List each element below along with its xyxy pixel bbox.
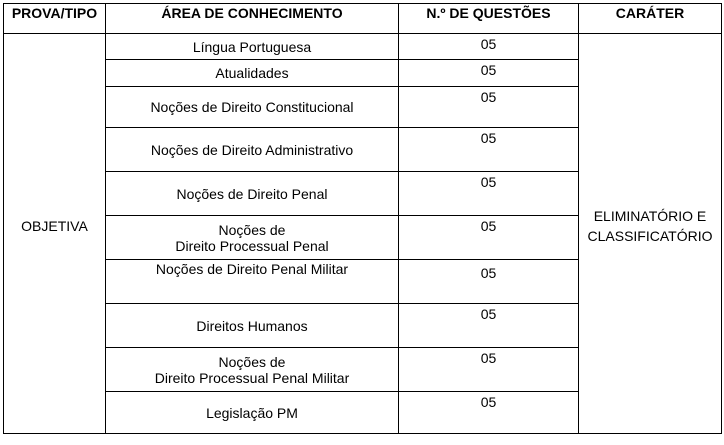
area-cell: Direitos Humanos: [106, 304, 399, 348]
questoes-cell: 05: [399, 348, 579, 392]
questoes-cell: 05: [399, 172, 579, 216]
questoes-cell: 05: [399, 216, 579, 260]
questoes-cell: 05: [399, 392, 579, 434]
questoes-cell: 05: [399, 260, 579, 304]
exam-table: [3, 3, 722, 434]
questoes-cell: 05: [399, 304, 579, 348]
table-row: [4, 34, 722, 60]
questoes-cell: 05: [399, 34, 579, 60]
area-cell: Noções de Direito Processual Penal: [106, 216, 399, 260]
header-area-conhecimento: ÁREA DE CONHECIMENTO: [106, 4, 399, 34]
carater-line-2: CLASSIFICATÓRIO: [587, 227, 713, 244]
header-row: [4, 4, 722, 34]
area-cell: Atualidades: [106, 60, 399, 87]
carater-cell: [579, 34, 722, 434]
area-cell: Legislação PM: [106, 392, 399, 434]
area-cell: Noções de Direito Penal Militar: [106, 260, 399, 304]
area-cell: Noções de Direito Administrativo: [106, 128, 399, 172]
carater-line-1: ELIMINATÓRIO E: [593, 207, 707, 224]
questoes-cell: 05: [399, 60, 579, 87]
area-cell: Noções de Direito Constitucional: [106, 87, 399, 128]
questoes-cell: 05: [399, 128, 579, 172]
header-carater: CARÁTER: [579, 4, 722, 34]
area-cell: Noções de Direito Penal: [106, 172, 399, 216]
prova-tipo-value: OBJETIVA: [21, 217, 88, 234]
header-numero-questoes: N.º DE QUESTÕES: [399, 4, 579, 34]
prova-tipo-cell: [4, 34, 106, 434]
area-cell: Noções de Direito Processual Penal Militar: [106, 348, 399, 392]
header-prova-tipo: PROVA/TIPO: [4, 4, 106, 34]
area-cell: Língua Portuguesa: [106, 34, 399, 60]
questoes-cell: 05: [399, 87, 579, 128]
